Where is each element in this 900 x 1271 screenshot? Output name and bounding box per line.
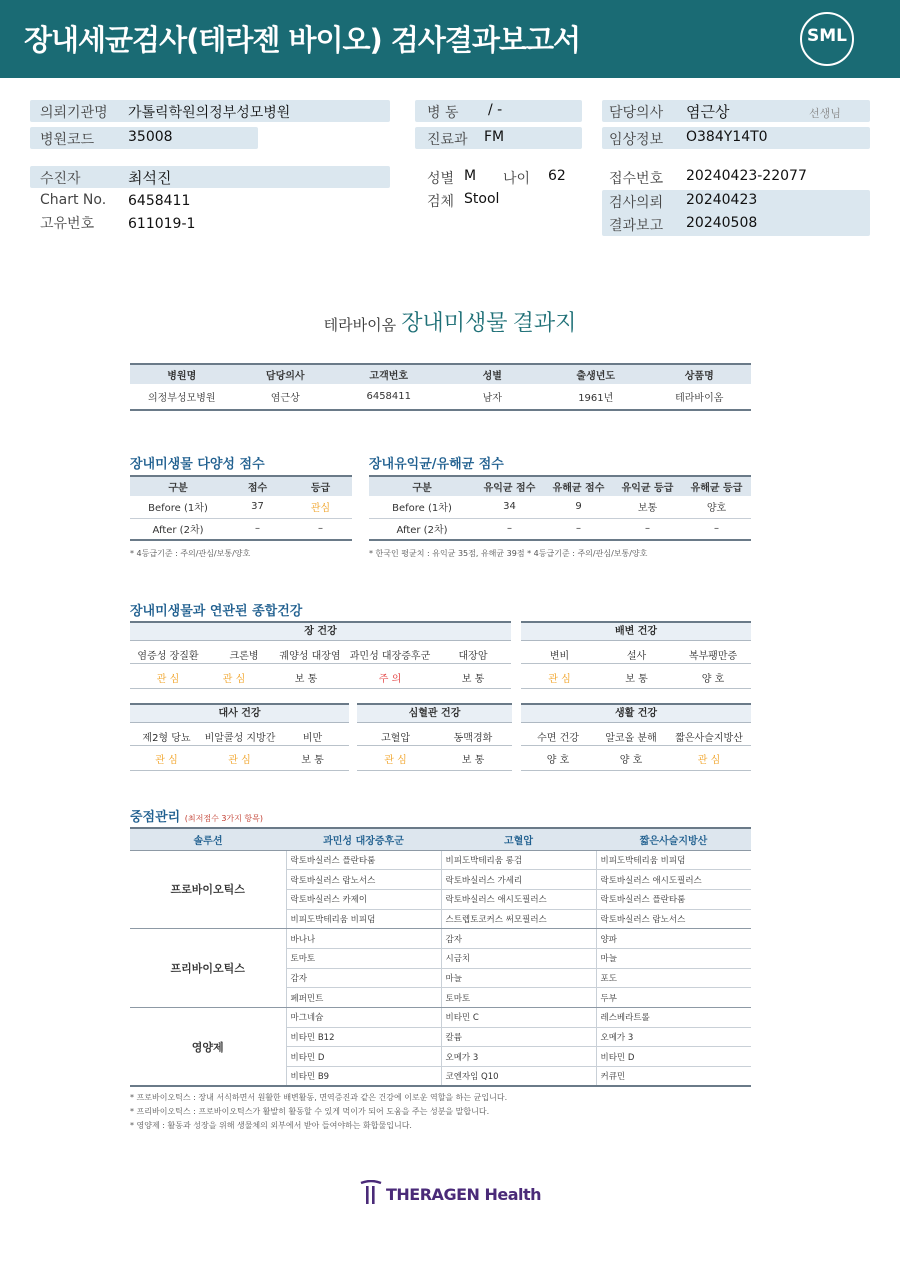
metabolic-item: 비만 bbox=[302, 733, 323, 744]
doctor-suffix: 선생님 bbox=[809, 107, 841, 120]
focus-cell: 두부 bbox=[596, 988, 751, 1008]
hospital-code-value: 35008 bbox=[128, 129, 173, 145]
clinical-value: O384Y14T0 bbox=[686, 129, 768, 145]
uid-value: 611019-1 bbox=[128, 216, 196, 232]
bowel-value: 양 호 bbox=[701, 674, 725, 685]
page-title: 장내세균검사(테라젠 바이오) 검사결과보고서 bbox=[24, 23, 580, 57]
focus-cell: 포도 bbox=[596, 968, 751, 988]
bowel-value: 관 심 bbox=[548, 674, 571, 685]
beneficial-header: 유익균 등급 bbox=[613, 476, 682, 496]
metabolic-item: 제2형 당뇨 bbox=[142, 733, 191, 744]
bowel-item: 설사 bbox=[626, 651, 647, 662]
focus-cell: 비타민 D bbox=[596, 1047, 751, 1067]
focus-cell: 락토바실러스 애시도필러스 bbox=[596, 870, 751, 890]
beneficial-note: * 한국인 평균치 : 유익균 35점, 유해균 39점 * 4등급기준 : 주의/관심/보통/양호 bbox=[369, 549, 648, 558]
beneficial-cell: – bbox=[613, 518, 682, 540]
focus-header: 과민성 대장증후군 bbox=[286, 828, 441, 850]
focus-cell: 페퍼민트 bbox=[286, 988, 441, 1008]
life-item: 수면 건강 bbox=[537, 733, 579, 744]
chart-label: Chart No. bbox=[40, 192, 107, 208]
brand-text: THERAGEN Health bbox=[386, 1185, 542, 1204]
focus-cell: 코엔자임 Q10 bbox=[441, 1067, 596, 1087]
beneficial-cell: – bbox=[544, 518, 613, 540]
age-value: 62 bbox=[548, 168, 566, 184]
beneficial-cell: – bbox=[475, 518, 544, 540]
focus-cell: 오메가 3 bbox=[441, 1047, 596, 1067]
report-title-main: 장내미생물 bbox=[401, 311, 508, 336]
cardio-item: 고혈압 bbox=[381, 733, 410, 744]
beneficial-header: 유익균 점수 bbox=[475, 476, 544, 496]
summary-header: 고객번호 bbox=[337, 364, 441, 384]
cardio-value: 보 통 bbox=[461, 755, 485, 766]
beneficial-title: 장내유익균/유해균 점수 bbox=[369, 457, 504, 472]
metabolic-item: 비알콜성 지방간 bbox=[204, 733, 276, 744]
bowel-health-header: 배변 건강 bbox=[521, 621, 751, 641]
focus-header: 짧은사슬지방산 bbox=[596, 828, 751, 850]
focus-cell: 비타민 D bbox=[286, 1047, 441, 1067]
diversity-cell: After (2차) bbox=[130, 518, 226, 540]
metabolic-health-header: 대사 건강 bbox=[130, 703, 349, 723]
divider bbox=[521, 663, 751, 664]
uid-label: 고유번호 bbox=[40, 216, 95, 232]
focus-cell: 스트렙토코커스 써모필러스 bbox=[441, 909, 596, 929]
diversity-cell: – bbox=[289, 518, 352, 540]
focus-cell: 커큐민 bbox=[596, 1067, 751, 1087]
dept-label: 진료과 bbox=[427, 132, 468, 148]
summary-header: 성별 bbox=[441, 364, 545, 384]
clinical-label: 임상정보 bbox=[609, 132, 664, 148]
divider bbox=[130, 770, 349, 771]
focus-cell: 락토바실러스 가세리 bbox=[441, 870, 596, 890]
focus-cell: 락토바실러스 플란타룸 bbox=[286, 850, 441, 870]
divider bbox=[357, 770, 512, 771]
focus-cell: 토마토 bbox=[286, 948, 441, 968]
focus-cell: 락토바실러스 람노서스 bbox=[286, 870, 441, 890]
focus-cell: 락토바실러스 애시도필러스 bbox=[441, 889, 596, 909]
beneficial-table bbox=[369, 475, 751, 541]
divider bbox=[357, 745, 512, 746]
chart-value: 6458411 bbox=[128, 193, 191, 209]
gut-value: 관 심 bbox=[222, 674, 246, 685]
focus-category: 프리바이오틱스 bbox=[130, 929, 286, 1008]
metabolic-value: 보 통 bbox=[301, 755, 324, 766]
focus-cell: 락토바실러스 카제이 bbox=[286, 889, 441, 909]
life-value: 양 호 bbox=[546, 755, 570, 766]
hospital-code-label: 병원코드 bbox=[40, 132, 95, 148]
diversity-header: 구분 bbox=[130, 476, 226, 496]
divider bbox=[521, 745, 751, 746]
sex-value: M bbox=[464, 168, 477, 184]
focus-cell: 시금치 bbox=[441, 948, 596, 968]
focus-subtitle: (최저점수 3가지 항목) bbox=[184, 814, 264, 823]
logo-text: SML bbox=[807, 26, 847, 46]
focus-cell: 비타민 B12 bbox=[286, 1027, 441, 1047]
patient-value: 최석진 bbox=[128, 169, 172, 187]
sex-label: 성별 bbox=[427, 171, 455, 187]
divider bbox=[521, 770, 751, 771]
requester-label: 의뢰기관명 bbox=[40, 105, 108, 121]
age-label: 나이 bbox=[503, 171, 531, 187]
summary-cell: 6458411 bbox=[337, 384, 441, 410]
gut-item: 크론병 bbox=[229, 651, 259, 662]
focus-category: 프로바이오틱스 bbox=[130, 850, 286, 929]
cardio-value: 관 심 bbox=[384, 755, 407, 766]
beneficial-cell: 9 bbox=[544, 496, 613, 518]
beneficial-header: 유해균 점수 bbox=[544, 476, 613, 496]
life-item: 짧은사슬지방산 bbox=[675, 733, 743, 744]
beneficial-cell: 보통 bbox=[613, 496, 682, 518]
life-item: 알코올 분해 bbox=[605, 733, 657, 744]
requester-value: 가톨릭학원의정부성모병원 bbox=[128, 105, 291, 121]
beneficial-header: 구분 bbox=[369, 476, 475, 496]
divider bbox=[130, 688, 511, 689]
focus-title bbox=[130, 806, 263, 825]
ward-value: / - bbox=[488, 102, 503, 118]
summary-table bbox=[130, 363, 751, 411]
summary-cell: 의정부성모병원 bbox=[130, 384, 234, 410]
metabolic-value: 관 심 bbox=[228, 755, 251, 766]
focus-note: * 프리바이오틱스 : 프로바이오틱스가 활발히 활동할 수 있게 먹이가 되어 도움을 주는 성분을 말합니다. bbox=[130, 1107, 490, 1116]
diversity-cell: Before (1차) bbox=[130, 496, 226, 518]
bowel-value: 보 통 bbox=[625, 674, 648, 685]
specimen-label: 검체 bbox=[427, 194, 455, 210]
summary-cell: 1961년 bbox=[544, 384, 648, 410]
summary-cell: 테라바이옴 bbox=[648, 384, 752, 410]
specimen-value: Stool bbox=[464, 191, 500, 207]
beneficial-cell: After (2차) bbox=[369, 518, 475, 540]
bowel-item: 복부팽만증 bbox=[688, 651, 738, 662]
summary-cell: 염근상 bbox=[234, 384, 338, 410]
request-value: 20240423 bbox=[686, 192, 758, 208]
doctor-value: 염근상 bbox=[686, 103, 730, 121]
focus-cell: 칼륨 bbox=[441, 1027, 596, 1047]
result-value: 20240508 bbox=[686, 215, 758, 231]
diversity-cell: – bbox=[226, 518, 289, 540]
focus-cell: 비피도박테리움 비피덤 bbox=[286, 909, 441, 929]
beneficial-cell: – bbox=[682, 518, 751, 540]
focus-cell: 락토바실러스 플란타룸 bbox=[596, 889, 751, 909]
divider bbox=[130, 745, 349, 746]
focus-cell: 마늘 bbox=[441, 968, 596, 988]
focus-cell: 비피도박테리움 롱검 bbox=[441, 850, 596, 870]
beneficial-cell: 34 bbox=[475, 496, 544, 518]
diversity-title: 장내미생물 다양성 점수 bbox=[130, 457, 265, 472]
result-label: 결과보고 bbox=[609, 218, 664, 234]
life-health-header: 생활 건강 bbox=[521, 703, 751, 723]
focus-title-text: 중점관리 bbox=[130, 810, 181, 825]
receipt-label: 접수번호 bbox=[609, 171, 664, 187]
focus-header: 솔루션 bbox=[130, 828, 286, 850]
summary-header: 병원명 bbox=[130, 364, 234, 384]
focus-note: * 영양제 : 활동과 성장을 위해 생물체의 외부에서 받아 들여야하는 화합물입니다. bbox=[130, 1121, 412, 1130]
summary-cell: 남자 bbox=[441, 384, 545, 410]
focus-cell: 비타민 B9 bbox=[286, 1067, 441, 1087]
life-value: 관 심 bbox=[697, 755, 721, 766]
focus-cell: 오메가 3 bbox=[596, 1027, 751, 1047]
focus-cell: 마늘 bbox=[596, 948, 751, 968]
report-title-brand: 테라바이옴 bbox=[323, 316, 397, 334]
focus-header: 고혈압 bbox=[441, 828, 596, 850]
cardio-item: 동맥경화 bbox=[453, 733, 493, 744]
beneficial-cell: Before (1차) bbox=[369, 496, 475, 518]
focus-cell: 마그네슘 bbox=[286, 1008, 441, 1028]
gut-value: 보 통 bbox=[294, 674, 318, 685]
focus-cell: 비타민 C bbox=[441, 1008, 596, 1028]
request-label: 검사의뢰 bbox=[609, 195, 664, 211]
cardio-health-header: 심혈관 건강 bbox=[357, 703, 512, 723]
gut-value: 보 통 bbox=[461, 674, 485, 685]
doctor-label: 담당의사 bbox=[609, 105, 664, 121]
gut-item: 대장암 bbox=[458, 651, 488, 662]
summary-header: 담당의사 bbox=[234, 364, 338, 384]
receipt-value: 20240423-22077 bbox=[686, 168, 807, 184]
theragen-logo-icon bbox=[360, 1180, 382, 1204]
info-bar bbox=[30, 166, 390, 188]
gut-item: 염증성 장질환 bbox=[137, 651, 199, 662]
gut-item: 과민성 대장증후군 bbox=[349, 651, 431, 662]
bowel-item: 변비 bbox=[549, 651, 570, 662]
ward-label: 병 동 bbox=[427, 105, 459, 121]
diversity-cell: 37 bbox=[226, 496, 289, 518]
gut-item: 궤양성 대장염 bbox=[279, 651, 341, 662]
focus-cell: 감자 bbox=[441, 929, 596, 949]
diversity-table bbox=[130, 475, 352, 541]
dept-value: FM bbox=[484, 129, 505, 145]
gut-health-header: 장 건강 bbox=[130, 621, 511, 641]
focus-cell: 토마토 bbox=[441, 988, 596, 1008]
focus-cell: 감자 bbox=[286, 968, 441, 988]
summary-header: 상품명 bbox=[648, 364, 752, 384]
focus-cell: 바나나 bbox=[286, 929, 441, 949]
diversity-note: * 4등급기준 : 주의/관심/보통/양호 bbox=[130, 549, 251, 558]
diversity-header: 등급 bbox=[289, 476, 352, 496]
gut-value: 관 심 bbox=[156, 674, 180, 685]
focus-cell: 비피도박테리움 비피덤 bbox=[596, 850, 751, 870]
metabolic-value: 관 심 bbox=[155, 755, 178, 766]
focus-table bbox=[130, 827, 751, 1087]
focus-cell: 레스베라트롤 bbox=[596, 1008, 751, 1028]
patient-label: 수진자 bbox=[40, 171, 81, 187]
gut-value: 주 의 bbox=[378, 674, 402, 685]
diversity-header: 점수 bbox=[226, 476, 289, 496]
focus-category: 영양제 bbox=[130, 1008, 286, 1087]
focus-note: * 프로바이오틱스 : 장내 서식하면서 원활한 배변활동, 면역증진과 같은 건강에 이로운 역할을 하는 균입니다. bbox=[130, 1093, 508, 1102]
health-title: 장내미생물과 연관된 종합건강 bbox=[130, 604, 303, 619]
focus-cell: 락토바실러스 람노서스 bbox=[596, 909, 751, 929]
report-title bbox=[0, 306, 900, 337]
divider bbox=[521, 688, 751, 689]
report-header bbox=[0, 0, 900, 78]
life-value: 양 호 bbox=[619, 755, 643, 766]
summary-header: 출생년도 bbox=[544, 364, 648, 384]
report-title-suffix: 결과지 bbox=[512, 311, 577, 336]
focus-cell: 양파 bbox=[596, 929, 751, 949]
beneficial-header: 유해균 등급 bbox=[682, 476, 751, 496]
beneficial-cell: 양호 bbox=[682, 496, 751, 518]
divider bbox=[130, 663, 511, 664]
sml-logo-icon bbox=[800, 12, 854, 66]
diversity-grade: 관심 bbox=[289, 496, 352, 518]
